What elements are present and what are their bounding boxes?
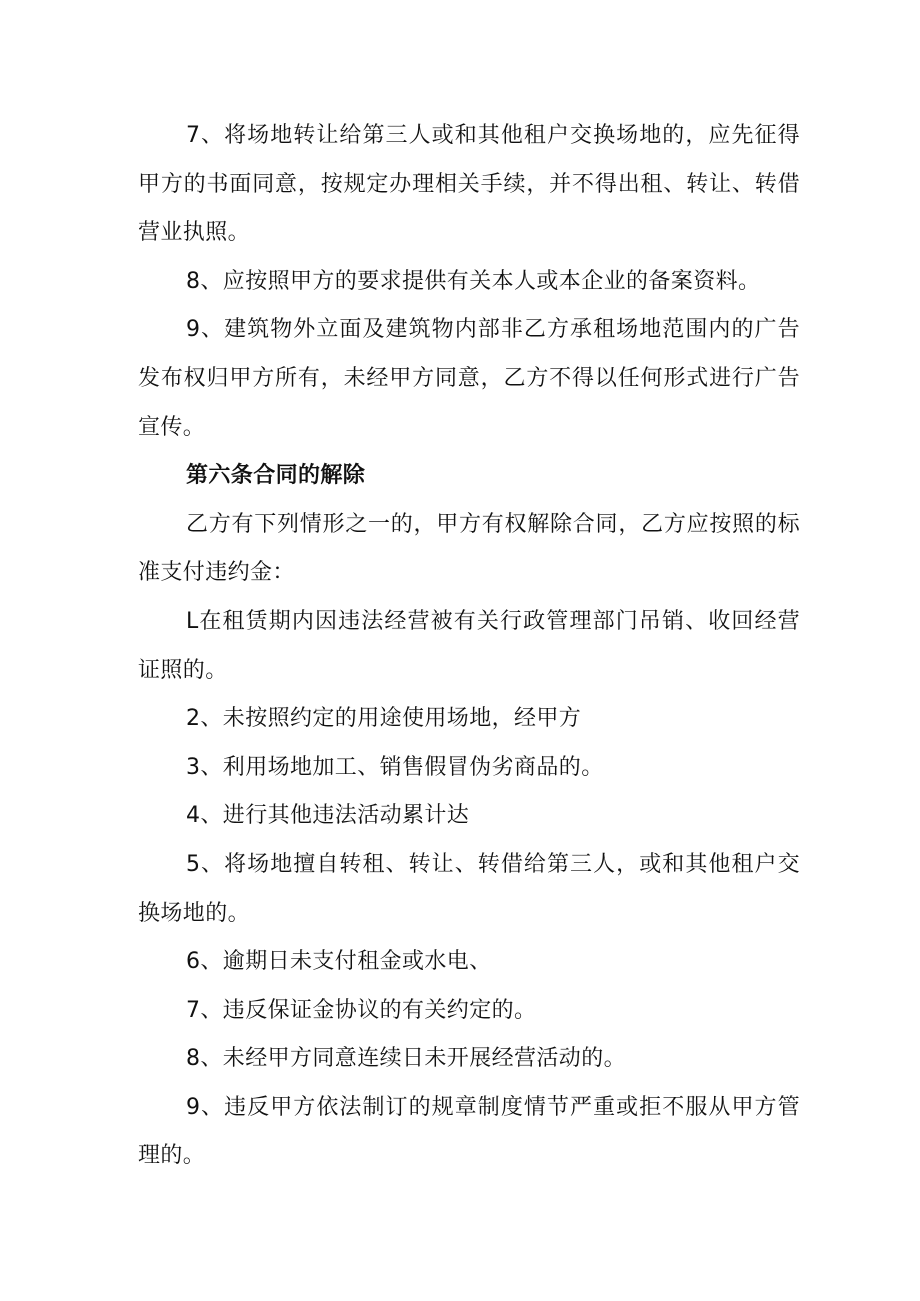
termination-item-8: 8、未经甲方同意连续日未开展经营活动的。	[186, 1046, 626, 1072]
clause-8-filing: 8、应按照甲方的要求提供有关本人或本企业的备案资料。	[186, 268, 761, 294]
termination-item-4: 4、进行其他违法活动累计达	[186, 803, 470, 829]
clause-7-transfer: 7、将场地转让给第三人或和其他租户交换场地的，应先征得甲方的书面同意，按规定办理相关手续，并不得出租、转让、转借营业执照。	[138, 123, 800, 246]
termination-item-1: L在租赁期内因违法经营被有关行政管理部门吊销、收回经营证照的。	[138, 608, 800, 683]
clause-9-advertising: 9、建筑物外立面及建筑物内部非乙方承租场地范围内的广告发布权归甲方所有，未经甲方同意，乙方不得以任何形式进行广告宣传。	[138, 317, 800, 440]
termination-intro: 乙方有下列情形之一的，甲方有权解除合同，乙方应按照的标准支付违约金：	[138, 511, 800, 586]
termination-item-5: 5、将场地擅自转租、转让、转借给第三人，或和其他租户交换场地的。	[138, 851, 800, 926]
document-page	[138, 112, 800, 1181]
termination-item-2: 2、未按照约定的用途使用场地，经甲方	[186, 706, 582, 732]
termination-item-7: 7、违反保证金协议的有关约定的。	[186, 997, 537, 1023]
termination-item-6: 6、逾期日未支付租金或水电、	[186, 949, 492, 975]
termination-item-3: 3、利用场地加工、销售假冒伪劣商品的。	[186, 754, 604, 780]
termination-item-9: 9、违反甲方依法制订的规章制度情节严重或拒不服从甲方管理的。	[138, 1094, 800, 1169]
section-heading-termination: 第六条合同的解除	[186, 463, 366, 489]
